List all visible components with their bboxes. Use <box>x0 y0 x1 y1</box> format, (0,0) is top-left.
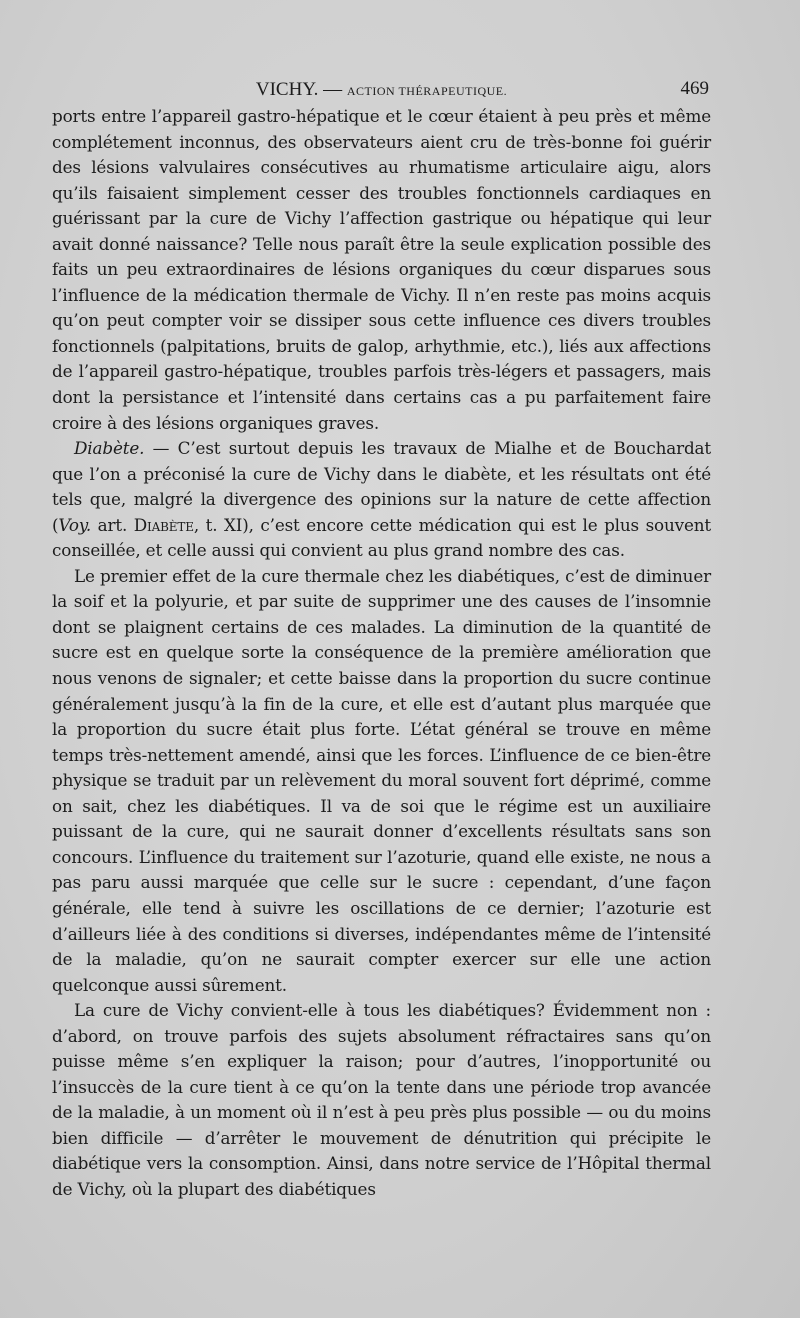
paragraph-cure-convient: La cure de Vichy convient-elle à tous les diabétiques? Évidemment non : d’abord, on trouve parfois des sujets absolument réfractaires sans qu’on puisse même s’en expliquer la raison; pour d’autres, l’inopportunité ou l’insuccès de la cure tient à ce qu’on la tente dans une période trop avancée de la maladie, à un moment où il n’est à peu près plus possible — ou du moins bien difficile — d’arrêter le mouvement de dénutrition qui précipite le diabétique vers la consomption. Ainsi, dans notre service de l’Hôpital thermal de Vichy, où la plupart des diabétiques <box>52 1000 711 1199</box>
body-text <box>52 104 711 1203</box>
paragraph-continued: ports entre l’appareil gastro-hépatique et le cœur étaient à peu près et même complétement inconnus, des observateurs aient cru de très-bonne foi guérir des lésions valvulaires consécutives au rhumatisme articulaire aigu, alors qu’ils faisaient simplement cesser des troubles fonctionnels cardiaques en guérissant par la cure de Vichy l’affection gastrique ou hépatique qui leur avait donné naissance? Telle nous paraît être la seule explication possible des faits un peu extraordinaires de lésions organiques du cœur disparues sous l’influence de la médication thermale de Vichy. Il n’en reste pas moins acquis qu’on peut compter voir se dissiper sous cette influence ces divers troubles fonctionnels (palpitations, bruits de galop, arhythmie, etc.), liés aux affections de l’appareil gastro-hépatique, troubles parfois très-légers et passagers, mais dont la persistance et l’intensité dans certains cas a pu parfaitement faire croire à des lésions organiques graves. <box>52 106 711 433</box>
title-main: VICHY. <box>255 79 319 100</box>
page-number: 469 <box>680 78 709 99</box>
paragraph-diabete <box>52 436 711 564</box>
section-heading-diabete: Diabète. <box>74 438 145 459</box>
paragraph-diabete-text-c: , t. XI), c’est encore cette médication qui est le plus souvent conseillée, et celle aussi qui convient au plus grand nombre des cas. <box>52 514 712 561</box>
running-title <box>52 78 711 101</box>
paragraph-premier-effet: Le premier effet de la cure thermale chez les diabétiques, c’est de diminuer la soif et la polyurie, et par suite de supprimer une des causes de l’insomnie dont se plaignent certains de ces malades. La diminution de la quantité de sucre est en quelque sorte la conséquence de la première amélioration que nous venons de signaler; et cette baisse dans la proportion du sucre continue généralement jusqu’à la fin de la cure, et elle est d’autant plus marquée que la proportion du sucre était plus forte. L’état général se trouve en même temps très-nettement amendé, ainsi que les forces. L’influence de ce bien-être physique se traduit par un relèvement du moral souvent fort déprimé, comme on sait, chez les diabétiques. Il va de soi que le régime est un auxiliaire puissant de la cure, qui ne saurait donner d’excellents résultats sans son concours. L’influence du traitement sur l’azoturie, quand elle existe, ne nous a pas paru aussi marquée que celle sur le sucre : cependant, d’une façon générale, elle tend à suivre les oscillations de ce dernier; l’azoturie est d’ailleurs liée à des conditions si diverses, indépendantes même de l’intensité de la maladie, qu’on ne saurait compter exercer sur elle une action quelconque aussi sûrement. <box>52 565 711 995</box>
reference-article: Diabète <box>133 514 194 535</box>
paragraph-diabete-text-a: — C’est surtout depuis les travaux de Mialhe et de Bouchardat que l’on a préconisé la cure de Vichy dans le diabète, et les résultats ont été tels que, malgré la divergence des opinions sur la nature de cette affection ( <box>52 438 711 535</box>
title-sub: ACTION THÉRAPEUTIQUE. <box>346 84 508 98</box>
paragraph-diabete-text-b: art. <box>91 514 134 535</box>
reference-voy: Voy. <box>58 514 92 535</box>
running-header <box>52 70 711 104</box>
title-dash: — <box>318 79 347 100</box>
page-content <box>52 70 711 1203</box>
